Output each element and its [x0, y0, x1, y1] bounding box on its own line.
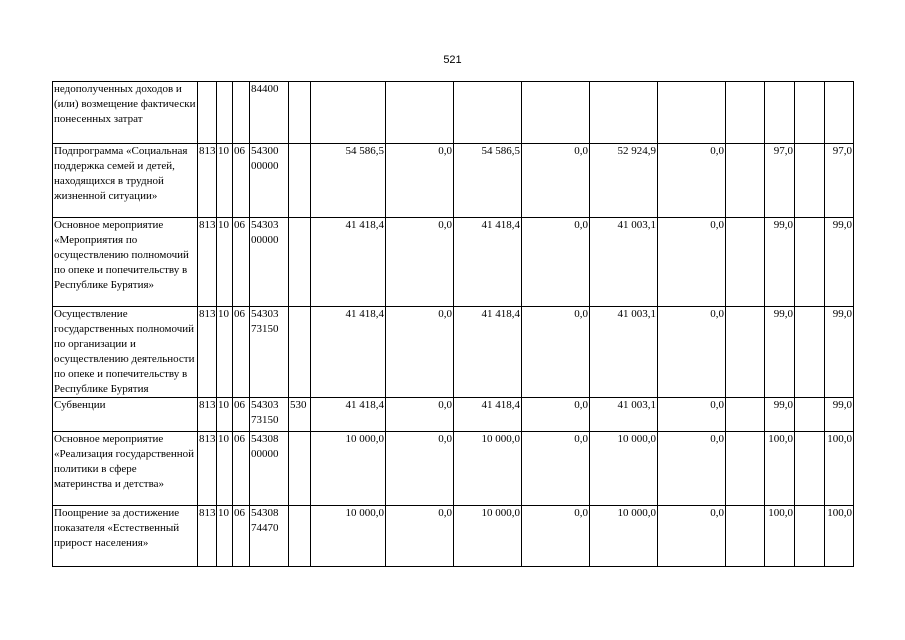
cell-plan-other: 0,0 [522, 307, 590, 398]
cell-pct-total: 99,0 [825, 307, 854, 398]
cell-plan-total: 54 586,5 [311, 144, 386, 218]
cell-pr: 06 [233, 307, 250, 398]
cell-empty [726, 307, 765, 398]
cell-plan-federal: 0,0 [386, 432, 454, 506]
cell-plan-regional: 41 418,4 [454, 218, 522, 307]
cell-csr: 54303 00000 [250, 218, 289, 307]
cell-pct-total [825, 82, 854, 144]
cell-pct-exec: 99,0 [765, 398, 795, 432]
cell-empty [726, 432, 765, 506]
cell-pct-exec: 100,0 [765, 506, 795, 567]
cell-exec-federal: 0,0 [658, 144, 726, 218]
cell-pct-total: 100,0 [825, 432, 854, 506]
cell-exec-federal: 0,0 [658, 506, 726, 567]
cell-name: Осуществление государственных полномочий по организации и осуществлению деятельности по опеке и попечительству в Республике Бурятия [53, 307, 198, 398]
cell-name: недополученных доходов и (или) возмещение фактически понесенных затрат [53, 82, 198, 144]
cell-csr: 54303 73150 [250, 398, 289, 432]
cell-vr [289, 432, 311, 506]
cell-rz: 10 [217, 506, 233, 567]
cell-empty [795, 82, 825, 144]
cell-plan-regional: 10 000,0 [454, 506, 522, 567]
cell-pct-total: 97,0 [825, 144, 854, 218]
cell-grbs: 813 [198, 218, 217, 307]
cell-grbs: 813 [198, 398, 217, 432]
cell-plan-other [522, 82, 590, 144]
cell-plan-federal: 0,0 [386, 218, 454, 307]
cell-exec-total: 41 003,1 [590, 218, 658, 307]
cell-empty [795, 432, 825, 506]
cell-csr: 54308 00000 [250, 432, 289, 506]
cell-grbs: 813 [198, 432, 217, 506]
cell-rz: 10 [217, 432, 233, 506]
cell-plan-regional: 41 418,4 [454, 307, 522, 398]
cell-rz: 10 [217, 307, 233, 398]
cell-plan-regional: 54 586,5 [454, 144, 522, 218]
table-row [53, 144, 854, 218]
cell-name: Поощрение за достижение показателя «Естественный прирост населения» [53, 506, 198, 567]
cell-plan-federal: 0,0 [386, 307, 454, 398]
cell-vr [289, 506, 311, 567]
cell-exec-total: 41 003,1 [590, 398, 658, 432]
cell-empty [726, 506, 765, 567]
cell-pct-exec: 100,0 [765, 432, 795, 506]
cell-pct-exec: 99,0 [765, 307, 795, 398]
cell-csr: 54308 74470 [250, 506, 289, 567]
cell-exec-federal: 0,0 [658, 307, 726, 398]
table-row [53, 218, 854, 307]
cell-plan-other: 0,0 [522, 506, 590, 567]
cell-rz: 10 [217, 218, 233, 307]
cell-vr: 530 [289, 398, 311, 432]
cell-exec-total: 41 003,1 [590, 307, 658, 398]
cell-plan-total: 10 000,0 [311, 432, 386, 506]
cell-name: Основное мероприятие «Мероприятия по осуществлению полномочий по опеке и попечительству в Республике Бурятия» [53, 218, 198, 307]
cell-empty [726, 398, 765, 432]
cell-plan-total [311, 82, 386, 144]
cell-pct-exec [765, 82, 795, 144]
cell-exec-total: 10 000,0 [590, 432, 658, 506]
cell-plan-total: 41 418,4 [311, 398, 386, 432]
cell-plan-other: 0,0 [522, 432, 590, 506]
cell-grbs: 813 [198, 144, 217, 218]
cell-plan-regional: 41 418,4 [454, 398, 522, 432]
cell-csr: 54300 00000 [250, 144, 289, 218]
cell-plan-total: 41 418,4 [311, 307, 386, 398]
cell-vr [289, 218, 311, 307]
cell-empty [795, 218, 825, 307]
cell-plan-total: 41 418,4 [311, 218, 386, 307]
cell-vr [289, 307, 311, 398]
cell-plan-federal [386, 82, 454, 144]
cell-pr: 06 [233, 398, 250, 432]
cell-pct-total: 99,0 [825, 398, 854, 432]
cell-exec-federal: 0,0 [658, 218, 726, 307]
cell-empty [795, 307, 825, 398]
cell-empty [726, 218, 765, 307]
cell-pr: 06 [233, 218, 250, 307]
cell-plan-federal: 0,0 [386, 144, 454, 218]
page-number: 521 [443, 54, 462, 66]
cell-rz: 10 [217, 398, 233, 432]
cell-exec-total: 52 924,9 [590, 144, 658, 218]
cell-plan-other: 0,0 [522, 144, 590, 218]
table-row [53, 432, 854, 506]
cell-exec-federal [658, 82, 726, 144]
cell-csr: 54303 73150 [250, 307, 289, 398]
cell-pct-exec: 97,0 [765, 144, 795, 218]
cell-plan-federal: 0,0 [386, 398, 454, 432]
table-row [53, 506, 854, 567]
cell-exec-federal: 0,0 [658, 432, 726, 506]
cell-plan-regional [454, 82, 522, 144]
cell-csr: 84400 [250, 82, 289, 144]
cell-pct-total: 99,0 [825, 218, 854, 307]
cell-grbs [198, 82, 217, 144]
cell-grbs: 813 [198, 307, 217, 398]
cell-empty [726, 82, 765, 144]
cell-pr: 06 [233, 432, 250, 506]
cell-vr [289, 82, 311, 144]
cell-empty [795, 506, 825, 567]
table-row [53, 307, 854, 398]
cell-name: Основное мероприятие «Реализация государственной политики в сфере материнства и детства» [53, 432, 198, 506]
cell-rz [217, 82, 233, 144]
table-row [53, 82, 854, 144]
cell-plan-federal: 0,0 [386, 506, 454, 567]
cell-name: Субвенции [53, 398, 198, 432]
cell-pct-total: 100,0 [825, 506, 854, 567]
cell-plan-total: 10 000,0 [311, 506, 386, 567]
cell-pr: 06 [233, 506, 250, 567]
cell-plan-other: 0,0 [522, 218, 590, 307]
cell-exec-total [590, 82, 658, 144]
cell-pct-exec: 99,0 [765, 218, 795, 307]
cell-name: Подпрограмма «Социальная поддержка семей и детей, находящихся в трудной жизненной ситуации» [53, 144, 198, 218]
cell-empty [795, 398, 825, 432]
table-row [53, 398, 854, 432]
cell-pr [233, 82, 250, 144]
cell-empty [726, 144, 765, 218]
cell-grbs: 813 [198, 506, 217, 567]
cell-pr: 06 [233, 144, 250, 218]
budget-table [52, 81, 854, 567]
cell-vr [289, 144, 311, 218]
cell-plan-regional: 10 000,0 [454, 432, 522, 506]
cell-rz: 10 [217, 144, 233, 218]
cell-plan-other: 0,0 [522, 398, 590, 432]
cell-exec-total: 10 000,0 [590, 506, 658, 567]
cell-empty [795, 144, 825, 218]
cell-exec-federal: 0,0 [658, 398, 726, 432]
